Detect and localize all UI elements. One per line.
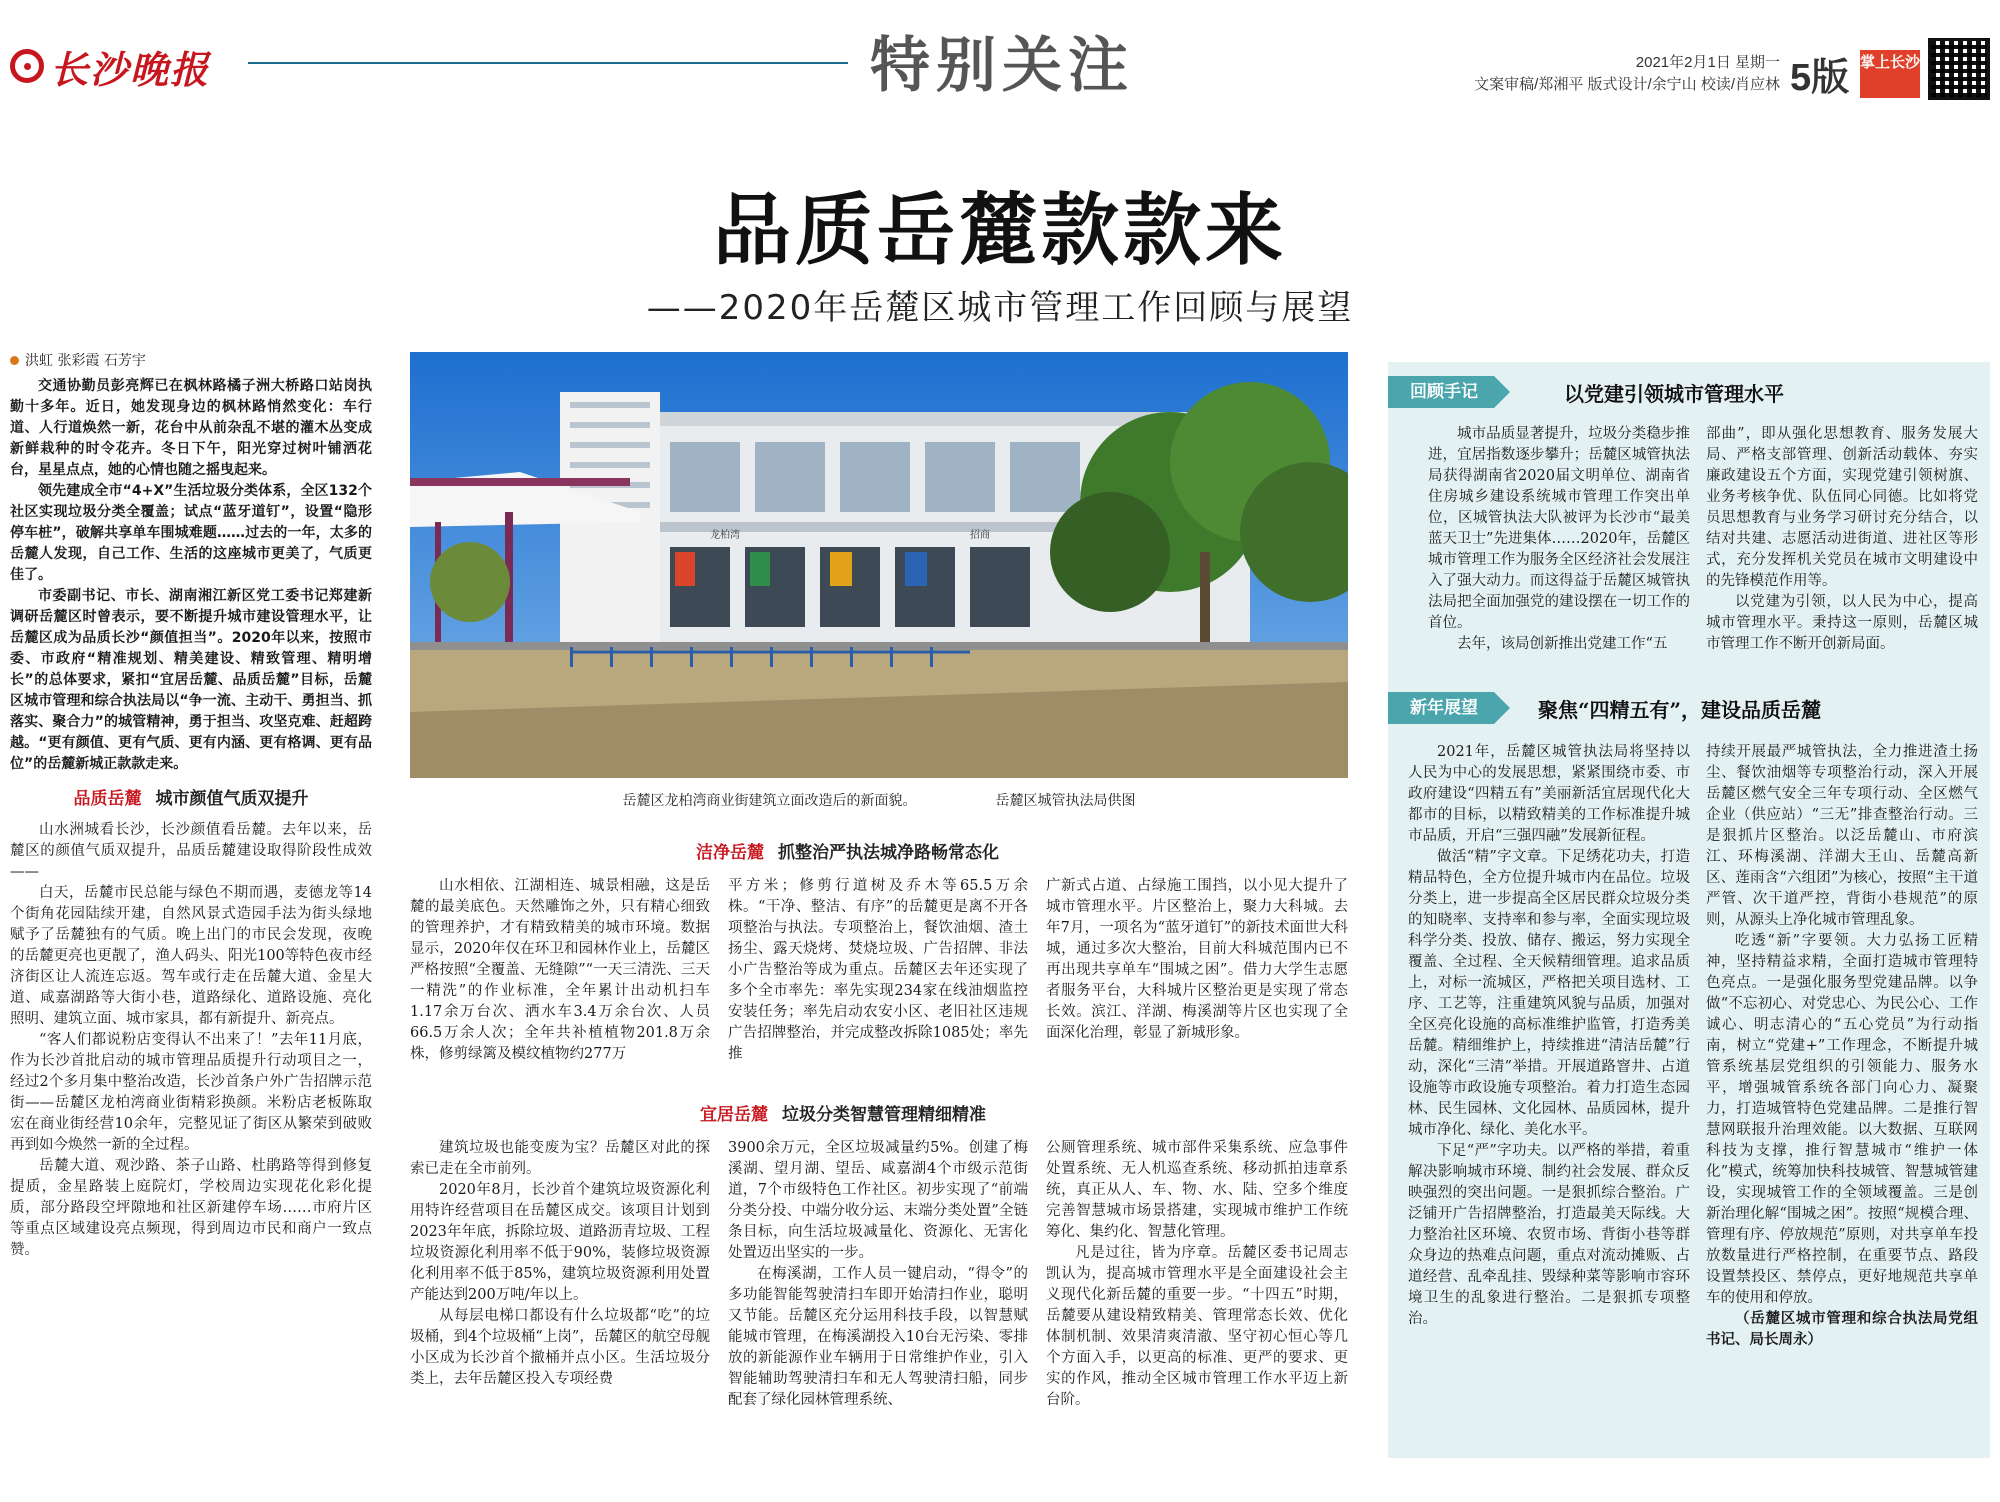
paragraph: 2020年8月，长沙首个建筑垃圾资源化利用特许经营项目在岳麓区成交。该项目计划到2023年年底，拆除垃圾、道路沥青垃圾、工程垃圾资源化利用率不低于90%，装修垃圾资源化利用率不低于85%，建筑垃圾资源利用处置产能达到200万吨/年以上。 (410, 1182, 710, 1303)
news-photo (410, 352, 1348, 778)
app-badge: 掌上长沙 (1860, 50, 1920, 98)
paragraph: “客人们都说粉店变得认不出来了！”去年11月底，作为长沙首批启动的城市管理品质提升行动项目之一，经过2个多月集中整治改造，长沙首条户外广告招牌示范街——岳麓区龙柏湾商业街精彩换颜。米粉店老板陈取宏在商业街经营10余年，完整见证了街区从繁荣到破败再到如今焕然一新的全过程。 (10, 1032, 372, 1153)
panel-heading: 聚焦“四精五有”，建设品质岳麓 (1538, 698, 1822, 722)
lead-paragraph: 领先建成全市“4+X”生活垃圾分类体系，全区132个社区实现垃圾分类全覆盖；试点“蓝牙道钉”，设置“隐形停车桩”，破解共享单车围城难题……过去的一年，太多的岳麓人发现，自己工作、生活的这座城市更美了，气质更佳了。 (10, 483, 372, 583)
newspaper-logo (10, 42, 210, 90)
subtitle-tag: 洁净岳麓 (696, 843, 764, 863)
panel-column (1706, 742, 1978, 1351)
paragraph: 建筑垃圾也能变废为宝？岳麓区对此的探索已走在全市前列。 (410, 1140, 710, 1177)
section-subtitle (696, 838, 999, 863)
article-column-2a (410, 876, 710, 1065)
paragraph: 吃透“新”字要领。大力弘扬工匠精神，坚持精益求精，全面打造城市管理特色亮点。一是强化服务型党建品牌。以争做“不忘初心、对党忠心、为民公心、工作诚心、明志清心的“五心党员”为行动指南，树立“党建+”工作理念，不断提升城管系统基层党组织的引领能力、服务水平，增强城管系统各部门向心力、凝聚力，打造城管特色党建品牌。二是推行智慧网联报升治理效能。以大数据、互联网科技为支撑，推行智慧城市“维护一体化”模式，统筹加快科技城管、智慧城管建设，实现城管工作的全领域覆盖。三是创新治理化解“围城之困”。按照“规模合理、管理有序、停放规范”原则，对共享单车投放数量进行严格控制，在重要节点、路段设置禁投区、禁停点，更好地规范共享单车的使用和停放。 (1706, 933, 1978, 1306)
panel-column (1408, 742, 1690, 1330)
subtitle-tag: 品质岳麓 (73, 789, 142, 809)
paragraph: 山水洲城看长沙，长沙颜值看岳麓。去年以来，岳麓区的颜值气质双提升，品质岳麓建设取得阶段性成效—— (10, 822, 372, 880)
paragraph: 3900余万元，全区垃圾减量约5%。创建了梅溪湖、望月湖、望岳、咸嘉湖4个市级示范街道，7个市级特色工作社区。初步实现了“前端分类分投、中端分收分运、末端分类处置”全链条目标，向生活垃圾减量化、资源化、无害化处置迈出坚实的一步。 (728, 1140, 1028, 1261)
photo-credit: 岳麓区城管执法局供图 (995, 793, 1136, 809)
paragraph: 岳麓大道、观沙路、茶子山路、杜鹃路等得到修复提质，金星路装上庭院灯，学校周边实现花化彩化提质，部分路段空坪隙地和社区新建停车场……市府片区等重点区域建设亮点频现，得到周边市民和商户一致点赞。 (10, 1158, 372, 1258)
panel-tab-outlook: 新年展望 (1388, 692, 1494, 724)
section-title: 特别关注 (870, 31, 1134, 101)
shop-sign: 招商 (970, 530, 990, 541)
paragraph: 以党建为引领，以人民为中心，提高城市管理水平。秉持这一原则，岳麓区城市管理工作不断开创新局面。 (1706, 594, 1978, 652)
paragraph: 广新式占道、占绿施工围挡，以小见大提升了城市管理水平。片区整治上，聚力大科城。去年7月，一项名为“蓝牙道钉”的新技术面世大科城，通过多次大整治，目前大科城范围内已不再出现共享单车“围城之困”。借力大学生志愿者服务平台，大科城片区整治更是实现了常态长效。滨江、洋湖、梅溪湖等片区也实现了全面深化治理，彰显了新城形象。 (1046, 878, 1348, 1041)
subtitle-tag: 宜居岳麓 (700, 1105, 768, 1125)
lead-paragraph: 市委副书记、市长、湖南湘江新区党工委书记郑建新调研岳麓区时曾表示，要不断提升城市建设管理水平，让岳麓区成为品质长沙“颜值担当”。2020年以来，按照市委、市政府“精准规划、精美建设、精致管理、精明增长”的总体要求，紧扣“宜居岳麓、品质岳麓”目标，岳麓区城市管理和综合执法局以“争一流、主动干、勇担当、抓落实、聚合力”的城管精神，勇于担当、攻坚克难、赶超跨越。“更有颜值、更有气质、更有内涵、更有格调、更有品位”的岳麓新城正款款走来。 (10, 588, 372, 772)
byline (10, 350, 146, 370)
article-column-1 (10, 376, 372, 1261)
article-column-4a (1046, 876, 1348, 1044)
issue-credits: 文案审稿/郑湘平 版式设计/余宁山 校读/肖应林 (1474, 76, 1780, 93)
article-column-3a (728, 876, 1028, 1065)
panel-column (1706, 424, 1978, 655)
paragraph: 平方米；修剪行道树及乔木等65.5万余株。“干净、整洁、有序”的岳麓更是离不开各项整治与执法。专项整治上，餐饮油烟、渣土扬尘、露天烧烤、焚烧垃圾、广告招牌、非法小广告整治等成为重点。岳麓区去年还实现了多个全市率先：率先实现234家在线油烟监控安装任务；率先启动农安小区、老旧社区违规广告招牌整治，并完成整改拆除1085处；率先推 (728, 878, 1028, 1062)
panel-heading: 以党建引领城市管理水平 (1564, 382, 1784, 406)
section-subtitle (10, 789, 372, 810)
panel-column (1428, 424, 1690, 655)
paragraph: 下足“严”字功夫。以严格的举措，着重解决影响城市环境、制约社会发展、群众反映强烈的突出问题。一是狠抓综合整治。广泛铺开广告招牌整治，打造最美天际线。大力整治社区环境、农贸市场、背街小巷等群众身边的热难点问题，重点对流动摊贩、占道经营、乱牵乱挂、毁绿种菜等影响市容环境卫生的乱象进行整治。二是狠抓专项整治。 (1408, 1143, 1690, 1327)
bullet-icon (10, 356, 19, 365)
paragraph: 2021年，岳麓区城管执法局将坚持以人民为中心的发展思想，紧紧围绕市委、市政府建设“四精五有”美丽新活宜居现代化大都市的目标，以精致精美的工作标准提升城市品质，开启“三强四融”发展新征程。 (1408, 744, 1690, 844)
headline: 品质岳麓款款来 (712, 186, 1287, 276)
paragraph: 凡是过往，皆为序章。岳麓区委书记周志凯认为，提高城市管理水平是全面建设社会主义现代化新岳麓的重要一步。“十四五”时期，岳麓要从建设精致精美、管理常态长效、优化体制机制、效果清爽清澈、坚守初心恒心等几个方面入手，以更高的标准、更严的要求、更实的作风，推动全区城市管理工作水平迈上新台阶。 (1046, 1245, 1348, 1408)
paragraph: 做活“精”字文章。下足绣花功夫，打造精品特色，全方位提升城市内在品位。垃圾分类上，进一步提高全区居民群众垃圾分类的知晓率、支持率和参与率，全面实现垃圾科学分类、投放、储存、搬运，努力实现全覆盖、全过程、全天候精细管理。追求品质上，对标一流城区，严格把关项目选材、工序、工艺等，注重建筑风貌与品质，加强对全区亮化设施的高标准维护监管，打造秀美岳麓。精细维护上，持续推进“清洁岳麓”行动，深化“三清”举措。开展道路窨井、占道设施等市政设施专项整治。着力打造生态园林、民生园林、文化园林、品质园林，提升城市净化、绿化、美化水平。 (1408, 849, 1690, 1138)
photo-caption (410, 790, 1348, 810)
paragraph: 在梅溪湖，工作人员一键启动，“得令”的多功能智能驾驶清扫车即开始清扫作业，聪明又节能。岳麓区充分运用科技手段，以智慧赋能城市管理，在梅溪湖投入10台无污染、零排放的新能源作业车辆用于日常维护作业，引入智能辅助驾驶清扫车和无人驾驶清扫船，同步配套了绿化园林管理系统、 (728, 1266, 1028, 1408)
header-rule (248, 62, 848, 64)
issue-date: 2021年2月1日 星期一 (1635, 54, 1780, 71)
qr-code-icon (1928, 38, 1990, 100)
logo-mark-icon (10, 49, 44, 83)
paragraph: 公厕管理系统、城市部件采集系统、应急事件处置系统、无人机巡查系统、移动抓拍违章系统，真正从人、车、物、水、陆、空多个维度完善智慧城市场景搭建，实现城市维护工作统筹化、集约化、智慧化管理。 (1046, 1140, 1348, 1240)
subtitle-text: 城市颜值气质双提升 (155, 789, 309, 809)
panel-tab-review: 回顾手记 (1388, 376, 1494, 408)
article-column-2b (410, 1138, 710, 1390)
section-subtitle (700, 1100, 986, 1125)
paragraph: 白天，岳麓市民总能与绿色不期而遇，麦德龙等14个街角花园陆续开建，自然风景式造园手法为街头绿地赋予了岳麓独有的气质。晚上出门的市民会发现，夜晚的岳麓更亮也更靓了，渔人码头、阳光100等特色夜市经济街区让人流连忘返。驾车或行走在岳麓大道、金星大道、咸嘉湖路等大街小巷，道路绿化、道路设施、亮化照明、建筑立面、城市家具，都有新提升、新亮点。 (10, 885, 372, 1027)
paragraph: 部曲”，即从强化思想教育、服务发展大局、严格支部管理、创新活动载体、夯实廉政建设五个方面，实现党建引领树旗、业务考核争优、队伍同心同德。比如将党员思想教育与业务学习研讨充分结合，以结对共建、志愿活动进街道、进社区等形式，充分发挥机关党员在城市文明建设中的先锋模范作用等。 (1706, 426, 1978, 589)
edition-number: 5版 (1790, 57, 1850, 99)
logo-text: 长沙晚报 (50, 46, 211, 92)
paragraph: 山水相依、江湖相连、城景相融，这是岳麓的最美底色。天然雕饰之外，只有精心细致的管理养护，才有精致精美的城市环境。数据显示，2020年仅在环卫和园林作业上，岳麓区严格按照“全覆盖、无缝隙”“一天三清洗、三天一精洗”的作业标准，全年累计出动机扫车1.17余万台次、洒水车3.4万余台次、人员66.5万余人次；全年共补植植物201.8万余株，修剪绿篱及模纹植物约277万 (410, 878, 710, 1062)
article-column-3b (728, 1138, 1028, 1411)
shop-sign: 龙柏湾 (710, 530, 740, 541)
lead-paragraph: 交通协勤员彭亮辉已在枫林路橘子洲大桥路口站岗执勤十多年。近日，她发现身边的枫林路悄然变化：车行道、人行道焕然一新，花台中从前杂乱不堪的灌木丛变成新鲜栽种的时令花卉。冬日下午，阳光穿过树叶铺洒花台，星星点点，她的心情也随之摇曳起来。 (10, 378, 372, 478)
article-column-4b (1046, 1138, 1348, 1411)
author-signoff: （岳麓区城市管理和综合执法局党组书记、局长周永） (1706, 1311, 1978, 1348)
issue-meta (1430, 52, 1780, 96)
paragraph: 持续开展最严城管执法，全力推进渣土扬尘、餐饮油烟等专项整治行动，深入开展岳麓区燃气安全三年专项行动、全区燃气企业（供应站）“三无”排查整治行动。三是狠抓片区整治。以泛岳麓山、市府滨江、环梅溪湖、洋湖大王山、岳麓高新区、莲雨含“六组团”为核心，按照“主干道严管、次干道严控，背街小巷规范”的原则，从源头上净化城市管理乱象。 (1706, 744, 1978, 928)
masthead (0, 0, 2000, 110)
paragraph: 从每层电梯口都设有什么垃圾都“吃”的垃圾桶，到4个垃圾桶“上岗”，岳麓区的航空母舰小区成为长沙首个撤桶并点小区。生活垃圾分类上，去年岳麓区投入专项经费 (410, 1308, 710, 1387)
byline-authors: 洪虹 张彩霞 石芳宇 (25, 353, 146, 369)
street-scene-image (410, 352, 1348, 778)
subtitle-text: 垃圾分类智慧管理精细精准 (782, 1105, 986, 1125)
sidebar-panel (1388, 362, 1990, 1458)
subhead: ——2020年岳麓区城市管理工作回顾与展望 (646, 288, 1354, 328)
paragraph: 城市品质显著提升，垃圾分类稳步推进，宜居指数逐步攀升；岳麓区城管执法局获得湖南省2020届文明单位、湖南省住房城乡建设系统城市管理工作突出单位，区城管执法大队被评为长沙市“最美蓝天卫士”先进集体……2020年，岳麓区城市管理工作为服务全区经济社会发展注入了强大动力。而这得益于岳麓区城管执法局把全面加强党的建设摆在一切工作的首位。 (1428, 426, 1690, 631)
paragraph: 去年，该局创新推出党建工作“五 (1457, 636, 1668, 652)
subtitle-text: 抓整治严执法城净路畅常态化 (778, 843, 999, 863)
caption-text: 岳麓区龙柏湾商业街建筑立面改造后的新面貌。 (622, 793, 917, 809)
